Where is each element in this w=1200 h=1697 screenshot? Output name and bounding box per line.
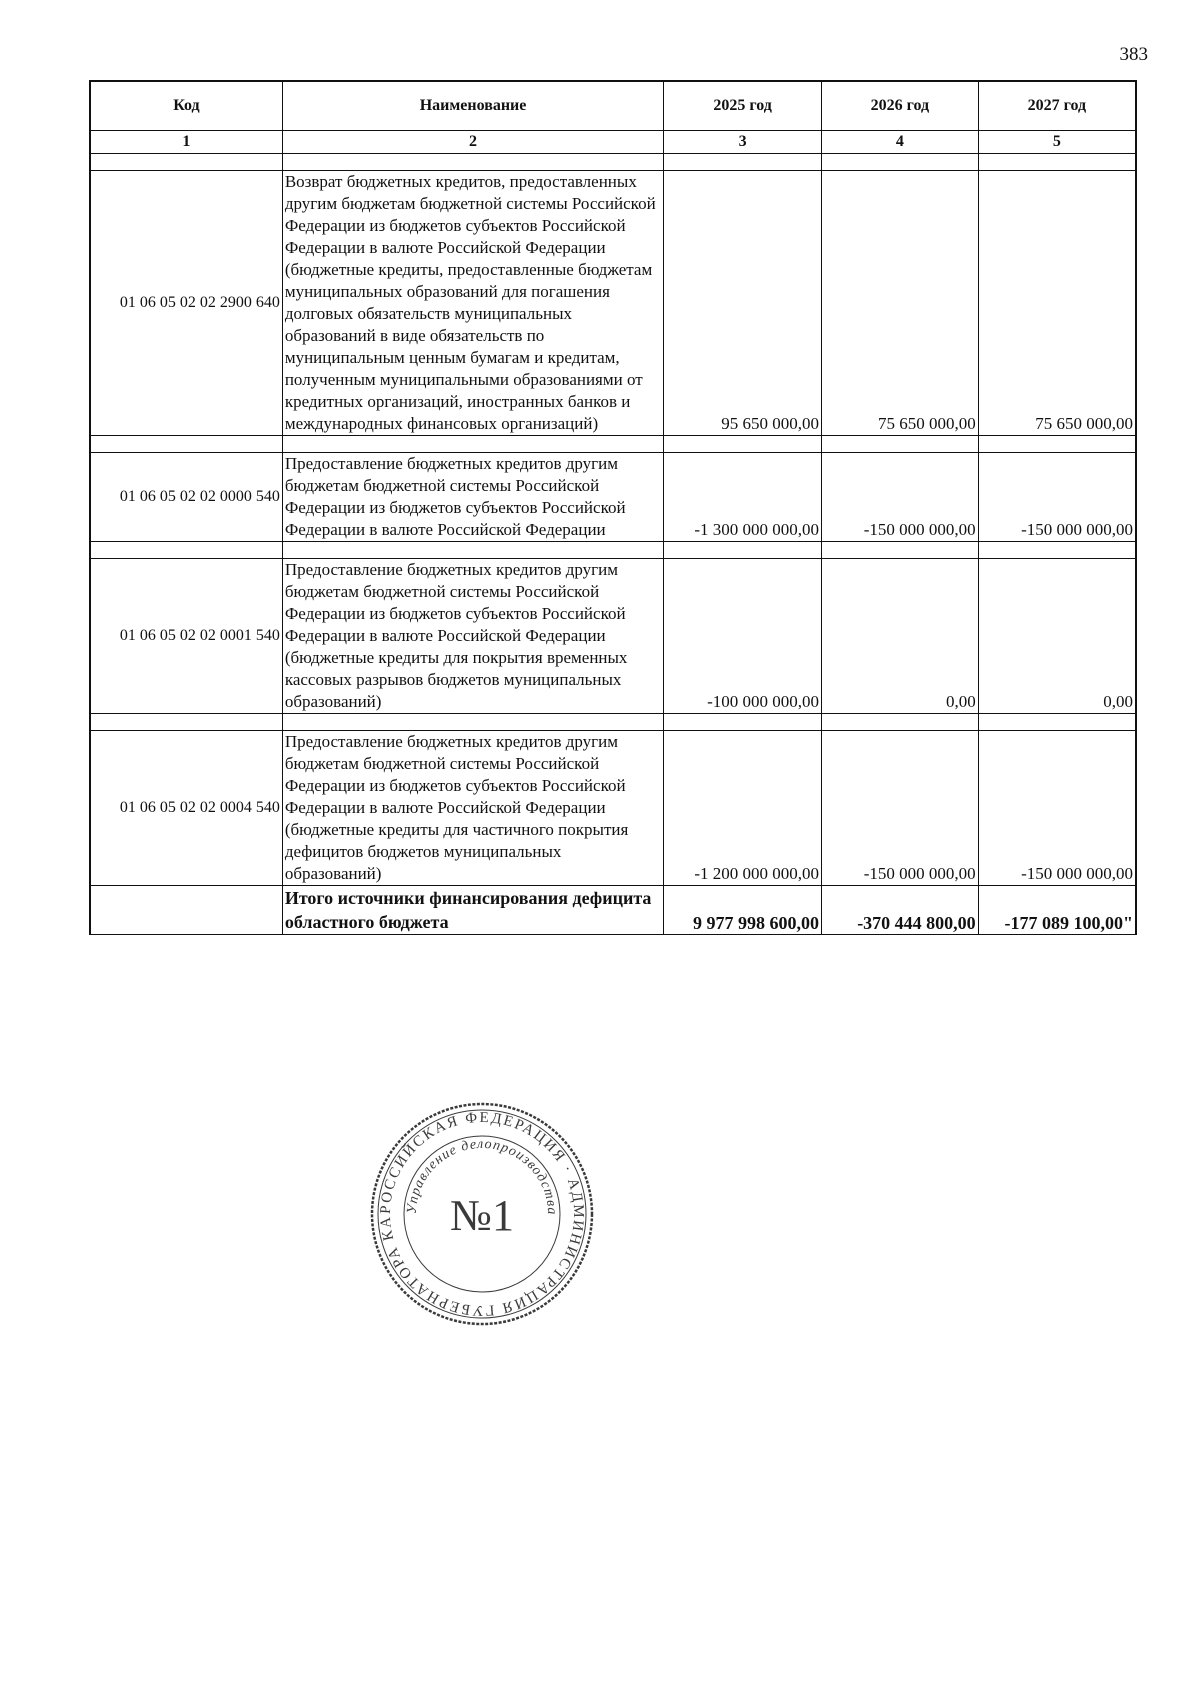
row-value-2027: 0,00	[978, 559, 1136, 714]
seal-number: №1	[450, 1191, 514, 1240]
seal-outer-text: РОССИЙСКАЯ ФЕДЕРАЦИЯ · АДМИНИСТРАЦИЯ ГУБЕРНАТОРА КА	[377, 1109, 587, 1319]
row-value-2025: -100 000 000,00	[664, 559, 822, 714]
row-value-2026: 75 650 000,00	[822, 171, 979, 436]
column-number: 3	[664, 131, 822, 154]
row-value-2026: 0,00	[822, 559, 979, 714]
column-number: 4	[822, 131, 979, 154]
row-name: Предоставление бюджетных кредитов другим бюджетам бюджетной системы Российской Федерации из бюджетов субъектов Российской Федерации в валюте Российской Федерации (бюджетные кредиты для покрытия временных кассовых разрывов бюджетов муниципальных образований)	[282, 559, 663, 714]
header-name: Наименование	[282, 81, 663, 131]
row-value-2025: -1 300 000 000,00	[664, 453, 822, 542]
row-code: 01 06 05 02 02 2900 640	[90, 171, 282, 436]
column-number: 5	[978, 131, 1136, 154]
table-header-row	[90, 81, 1136, 131]
table-row	[90, 171, 1136, 436]
table-row	[90, 731, 1136, 886]
total-value-2026: -370 444 800,00	[822, 886, 979, 935]
table-row	[90, 453, 1136, 542]
row-value-2027: -150 000 000,00	[978, 453, 1136, 542]
official-seal	[368, 1100, 596, 1328]
spacer-row	[90, 714, 1136, 731]
row-value-2026: -150 000 000,00	[822, 453, 979, 542]
total-code	[90, 886, 282, 935]
row-code: 01 06 05 02 02 0004 540	[90, 731, 282, 886]
total-name: Итого источники финансирования дефицита областного бюджета	[282, 886, 663, 935]
page-number: 383	[1119, 44, 1148, 65]
row-value-2026: -150 000 000,00	[822, 731, 979, 886]
column-number: 2	[282, 131, 663, 154]
header-2027: 2027 год	[978, 81, 1136, 131]
seal-inner-text: Управление делопроизводства	[404, 1136, 560, 1216]
row-code: 01 06 05 02 02 0000 540	[90, 453, 282, 542]
column-number: 1	[90, 131, 282, 154]
row-name: Предоставление бюджетных кредитов другим бюджетам бюджетной системы Российской Федерации из бюджетов субъектов Российской Федерации в валюте Российской Федерации	[282, 453, 663, 542]
spacer-row	[90, 542, 1136, 559]
row-value-2025: -1 200 000 000,00	[664, 731, 822, 886]
column-number-row	[90, 131, 1136, 154]
row-value-2027: 75 650 000,00	[978, 171, 1136, 436]
total-row	[90, 886, 1136, 935]
table-row	[90, 559, 1136, 714]
spacer-row	[90, 436, 1136, 453]
row-name: Возврат бюджетных кредитов, предоставленных другим бюджетам бюджетной системы Российской Федерации из бюджетов субъектов Российской Федерации в валюте Российской Федерации (бюджетные кредиты, предоставленные бюджетам муниципальных образований для погашения долговых обязательств муниципальных образований в виде обязательств по муниципальным ценным бумагам и кредитам, полученным муниципальными образованиями от кредитных организаций, иностранных банков и международных финансовых организаций)	[282, 171, 663, 436]
header-code: Код	[90, 81, 282, 131]
header-2025: 2025 год	[664, 81, 822, 131]
spacer-row	[90, 154, 1136, 171]
seal-graphic	[368, 1100, 596, 1328]
budget-sources-table	[89, 80, 1137, 935]
row-name: Предоставление бюджетных кредитов другим бюджетам бюджетной системы Российской Федерации из бюджетов субъектов Российской Федерации в валюте Российской Федерации (бюджетные кредиты для частичного покрытия дефицитов бюджетов муниципальных образований)	[282, 731, 663, 886]
total-value-2025: 9 977 998 600,00	[664, 886, 822, 935]
header-2026: 2026 год	[822, 81, 979, 131]
total-value-2027: -177 089 100,00"	[978, 886, 1136, 935]
row-code: 01 06 05 02 02 0001 540	[90, 559, 282, 714]
row-value-2025: 95 650 000,00	[664, 171, 822, 436]
row-value-2027: -150 000 000,00	[978, 731, 1136, 886]
